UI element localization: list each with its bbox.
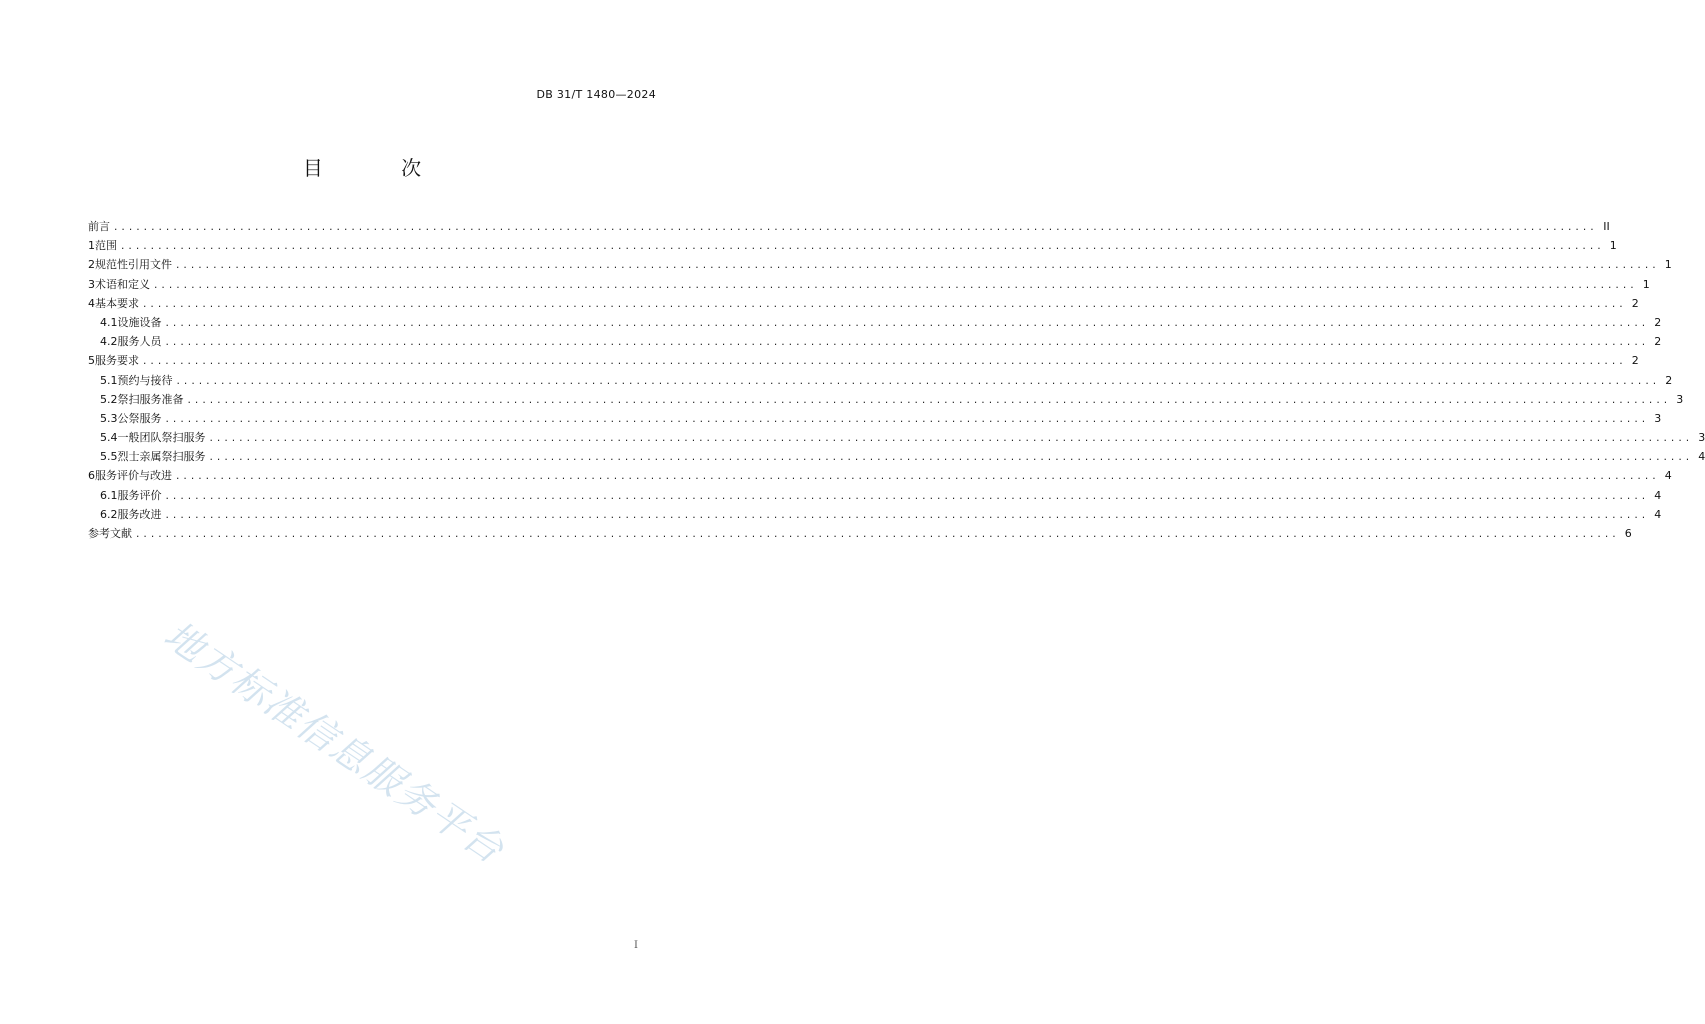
toc-leader-dots: ........................................................................................................................................................................................................: [164, 510, 1649, 521]
toc-entry[interactable]: [88, 525, 1632, 544]
toc-leader-dots: ........................................................................................................................................................................................................: [120, 242, 1604, 253]
toc-entry-label: 设施设备: [117, 315, 162, 329]
toc-entry-page: 3: [1698, 431, 1705, 445]
toc-entry-number: 5.3: [100, 411, 118, 425]
toc-entry[interactable]: [88, 218, 1610, 237]
toc-leader-dots: ........................................................................................................................................................................................................: [175, 472, 1659, 483]
toc-leader-dots: ........................................................................................................................................................................................................: [175, 261, 1659, 272]
toc-entry-number: 5.1: [100, 373, 118, 387]
toc-entry[interactable]: [88, 506, 1662, 525]
toc-title: 目 次: [302, 156, 458, 180]
toc-entry-page: 2: [1654, 335, 1662, 349]
toc-entry[interactable]: [88, 333, 1662, 352]
toc-entry-page: 2: [1654, 315, 1662, 329]
toc-entry-number: 5.2: [100, 392, 118, 406]
toc-entry-label: 范围: [95, 239, 117, 253]
toc-entry-label: 服务评价与改进: [95, 469, 172, 483]
page-number: I: [634, 940, 638, 951]
toc-entry[interactable]: [88, 410, 1662, 429]
toc-entry[interactable]: [88, 256, 1672, 275]
toc-leader-dots: ........................................................................................................................................................................................................: [208, 434, 1693, 445]
toc-entry-number: 5.4: [100, 431, 118, 445]
toc-entry-number: 4: [88, 296, 95, 310]
toc-entry-page: 4: [1698, 450, 1705, 464]
toc-entry-page: 2: [1631, 354, 1639, 368]
toc-entry[interactable]: [88, 467, 1672, 486]
toc-entry-label: 服务人员: [117, 335, 162, 349]
toc-entry-page: 1: [1664, 258, 1672, 272]
toc-entry-label: 服务要求: [95, 354, 139, 368]
toc-leader-dots: ........................................................................................................................................................................................................: [186, 395, 1671, 406]
toc-entry-label: 服务改进: [117, 507, 162, 521]
toc-entry[interactable]: [88, 487, 1662, 506]
toc-leader-dots: ........................................................................................................................................................................................................: [142, 357, 1626, 368]
toc-entry[interactable]: [88, 352, 1639, 371]
toc-entry-label: 烈士亲属祭扫服务: [117, 450, 206, 464]
toc-entry-page: 2: [1665, 373, 1673, 387]
toc-leader-dots: ........................................................................................................................................................................................................: [164, 338, 1649, 349]
toc-leader-dots: ........................................................................................................................................................................................................: [164, 318, 1649, 329]
toc-entry[interactable]: [88, 276, 1650, 295]
toc-entry[interactable]: [88, 391, 1684, 410]
toc-entry[interactable]: [88, 314, 1662, 333]
toc-entry-page: 4: [1654, 488, 1662, 502]
toc-entry-number: 4.1: [100, 315, 118, 329]
toc-entry-number: 5.5: [100, 450, 118, 464]
toc-entry-label: 公祭服务: [117, 411, 162, 425]
toc-entry-number: 6.1: [100, 488, 118, 502]
toc-entry-label: 术语和定义: [95, 277, 150, 291]
document-code: DB 31/T 1480—2024: [536, 88, 656, 101]
toc-entry-label: 前言: [88, 220, 110, 233]
toc-entry-page: 4: [1664, 469, 1672, 483]
toc-leader-dots: ........................................................................................................................................................................................................: [113, 223, 1597, 233]
toc-entry[interactable]: [88, 448, 1705, 467]
toc-entry-label: 一般团队祭扫服务: [117, 431, 206, 445]
toc-leader-dots: ........................................................................................................................................................................................................: [164, 414, 1649, 425]
toc-entry[interactable]: [88, 237, 1617, 256]
toc-entry[interactable]: [88, 429, 1705, 448]
toc-entry-number: 3: [88, 277, 95, 291]
toc-entry-label: 祭扫服务准备: [117, 392, 184, 406]
toc-entry-page: 3: [1654, 411, 1662, 425]
toc-entry-number: 6.2: [100, 507, 118, 521]
toc-entry[interactable]: [88, 372, 1673, 391]
toc-leader-dots: ........................................................................................................................................................................................................: [135, 530, 1619, 540]
toc-entry-label: 预约与接待: [117, 373, 173, 387]
toc-entry-page: 1: [1609, 239, 1617, 253]
toc-leader-dots: ........................................................................................................................................................................................................: [153, 280, 1637, 291]
watermark: 地方标准信息服务平台: [156, 612, 513, 873]
toc-entry-label: 参考文献: [88, 527, 132, 540]
toc-entry-page: 1: [1642, 277, 1650, 291]
toc-leader-dots: ........................................................................................................................................................................................................: [164, 491, 1649, 502]
toc-entry-label: 规范性引用文件: [95, 258, 172, 272]
toc-entry-number: 6: [88, 469, 95, 483]
toc-entry-label: 服务评价: [117, 488, 162, 502]
toc-entry[interactable]: [88, 295, 1639, 314]
toc-entry-number: 5: [88, 354, 95, 368]
toc-entry-label: 基本要求: [95, 296, 139, 310]
toc-entry-page: 2: [1631, 296, 1639, 310]
toc-entry-number: 1: [88, 239, 95, 253]
toc-entry-page: 4: [1654, 507, 1662, 521]
toc-leader-dots: ........................................................................................................................................................................................................: [175, 376, 1660, 387]
toc-entry-number: 2: [88, 258, 95, 272]
toc-entry-page: 6: [1624, 527, 1632, 540]
toc-entry-page: 3: [1676, 392, 1684, 406]
table-of-contents: [88, 218, 1705, 544]
toc-entry-number: 4.2: [100, 335, 118, 349]
toc-leader-dots: ........................................................................................................................................................................................................: [142, 299, 1626, 310]
toc-entry-page: II: [1603, 220, 1610, 233]
toc-leader-dots: ........................................................................................................................................................................................................: [208, 453, 1693, 464]
